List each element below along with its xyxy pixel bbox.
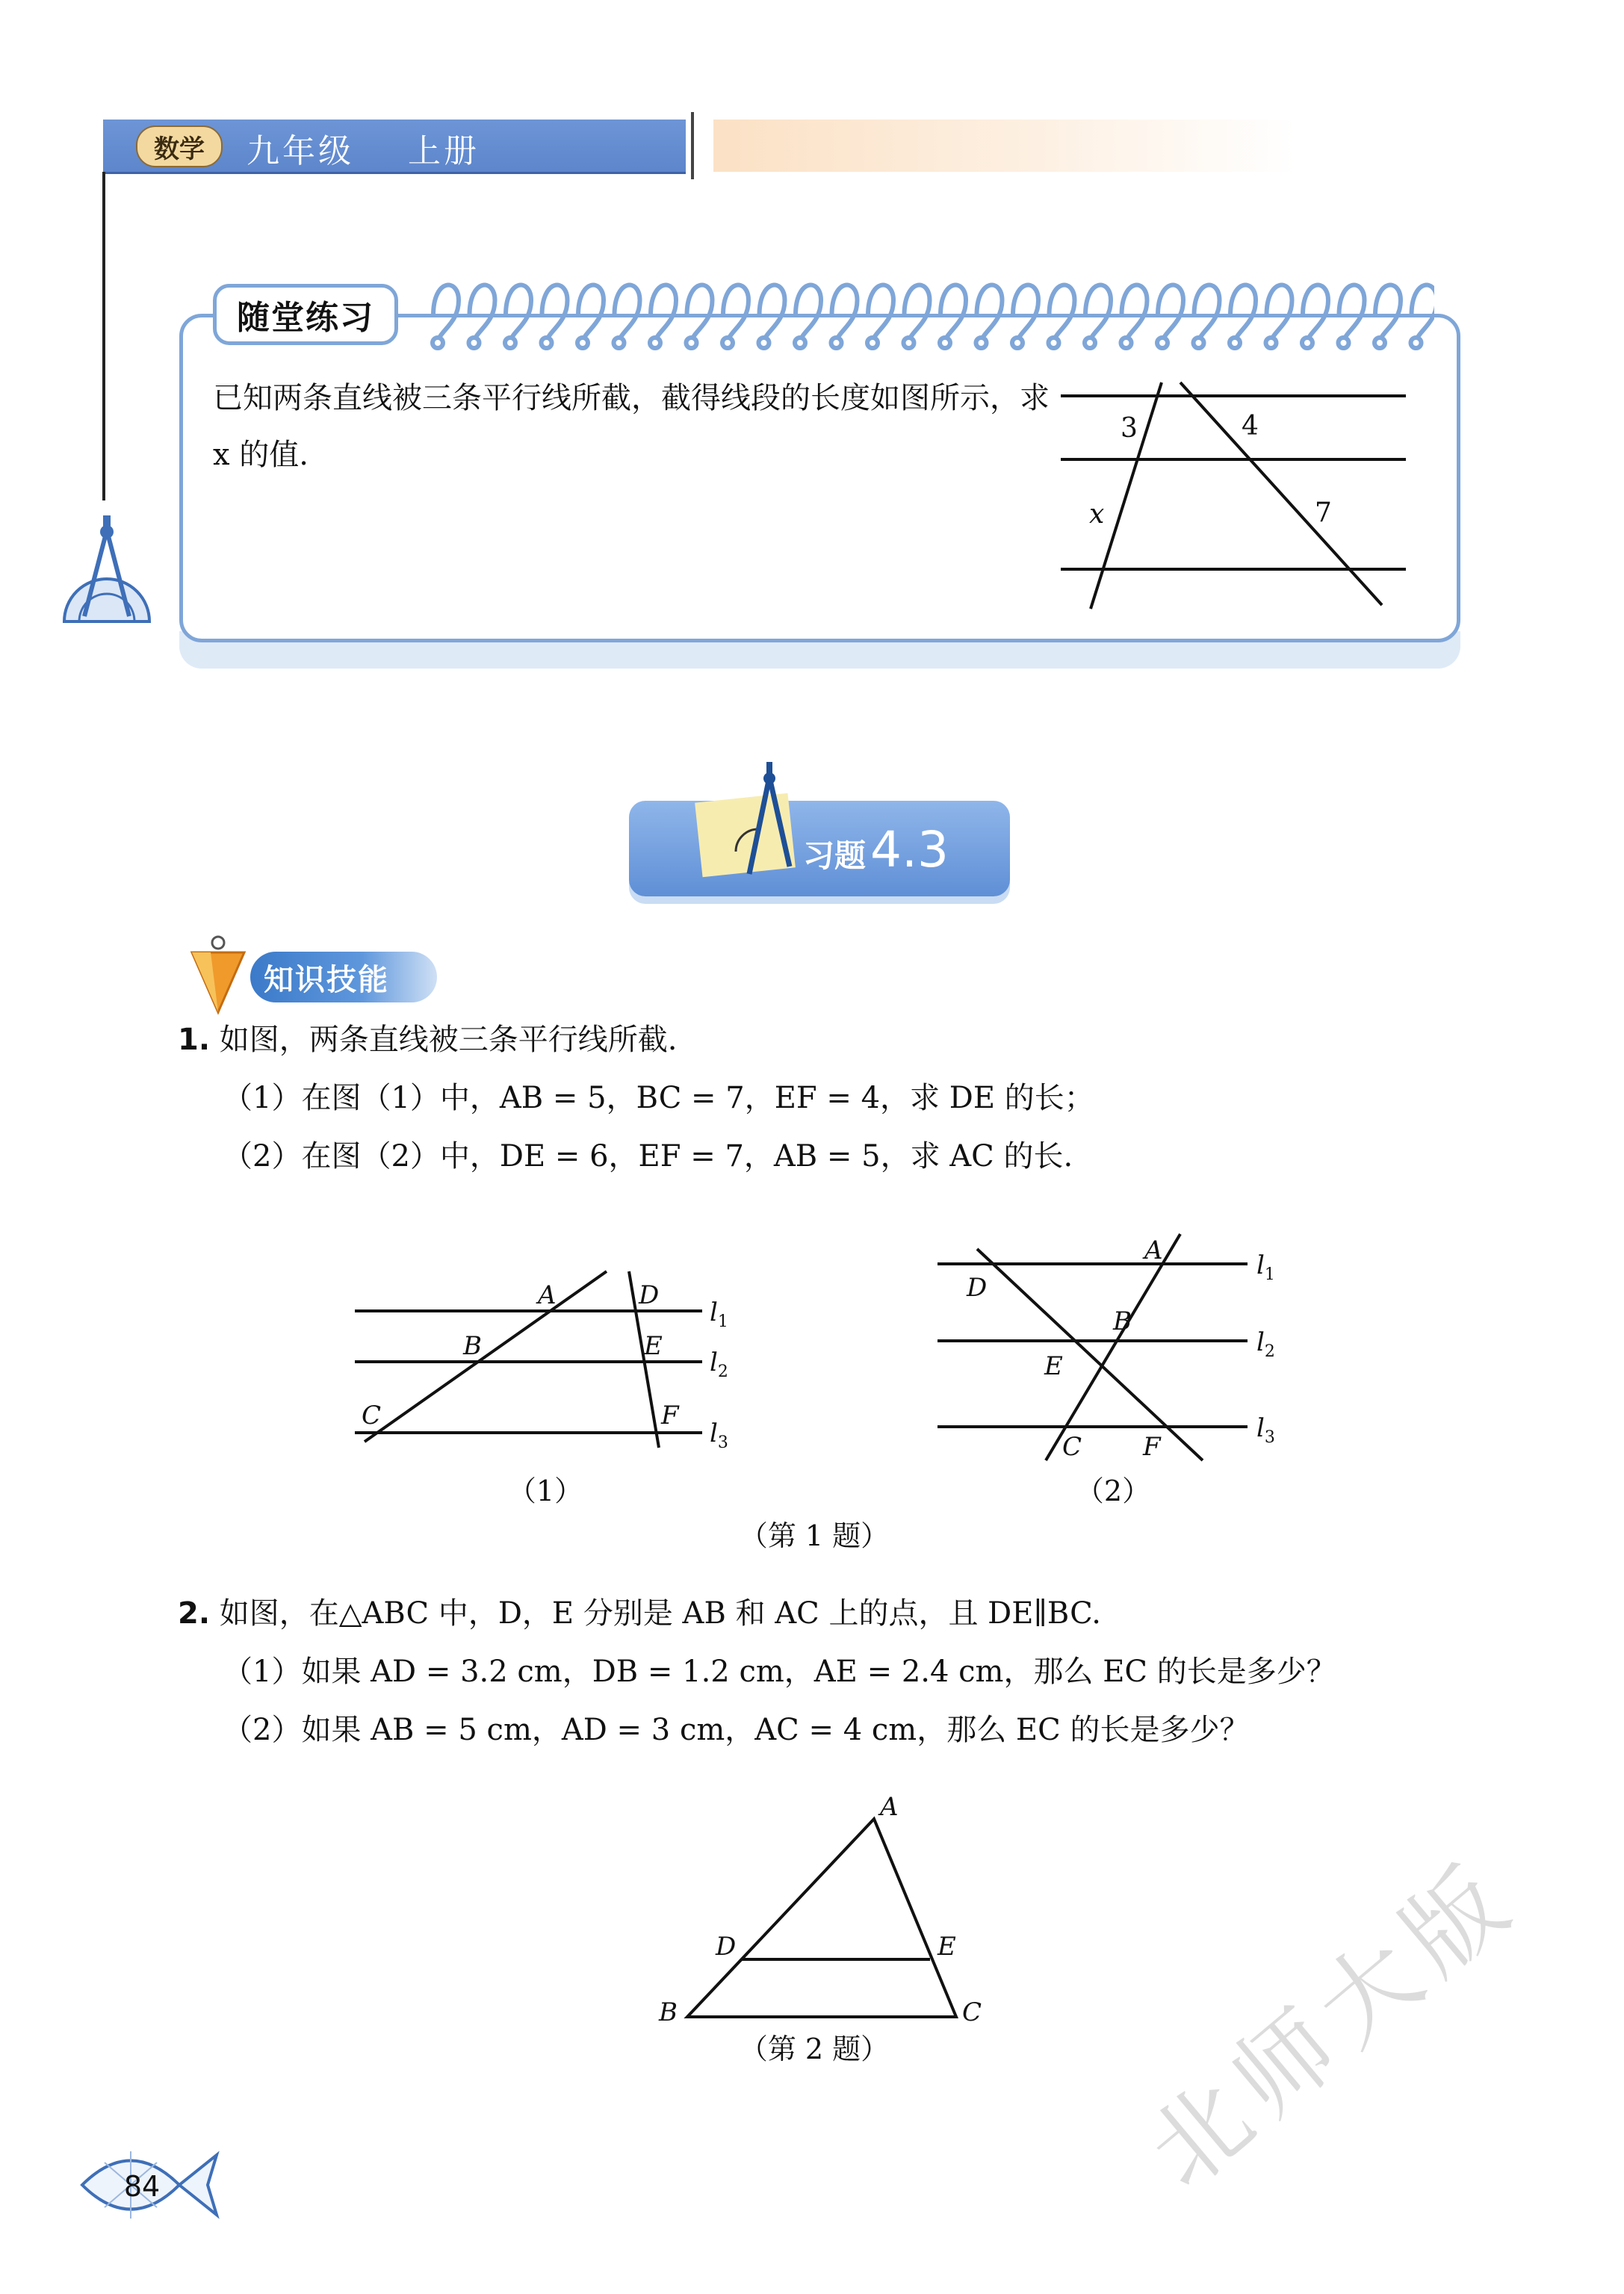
ring: [1339, 285, 1365, 341]
q2-part2: （2）如果 AB = 5 cm，AD = 3 cm，AC = 4 cm，那么 EC 的长是多少？: [223, 1713, 1250, 1747]
exercise-label: 习题: [803, 837, 867, 874]
q2-stem-line: [178, 1591, 1101, 1636]
ring: [506, 285, 531, 341]
ring: [542, 285, 568, 341]
ring: [832, 285, 858, 341]
point-label-D: D: [716, 1932, 737, 1962]
ring-hole: [1266, 338, 1277, 348]
ring-hole: [1194, 338, 1204, 348]
segment-label-x: x: [1089, 499, 1105, 530]
ring: [1122, 285, 1147, 341]
ring-hole: [867, 338, 878, 348]
line-label-l1: $l_1$: [1256, 1250, 1275, 1284]
ring: [940, 285, 966, 341]
ring-hole: [1157, 338, 1168, 348]
ring: [578, 285, 604, 341]
ring: [615, 285, 640, 341]
page-number: 84: [123, 2170, 161, 2203]
header-divider: [691, 112, 694, 179]
watermark: 北师大版: [1126, 1838, 1539, 2210]
ring: [905, 285, 930, 341]
ring-hole: [1230, 338, 1240, 348]
ring: [760, 285, 785, 341]
ring-hole: [542, 338, 552, 348]
ring-hole: [1049, 338, 1059, 348]
q2-number: 2.: [178, 1596, 211, 1631]
ring-hole: [1411, 338, 1422, 348]
ring: [1194, 285, 1220, 341]
q1-part2: （2）在图（2）中，DE = 6，EF = 7，AB = 5，求 AC 的长.: [223, 1139, 1073, 1174]
segment-label-3: 3: [1121, 413, 1138, 444]
practice-title: 随堂练习: [213, 284, 398, 345]
q1-stem-line: [178, 1017, 677, 1062]
ring-hole: [722, 338, 733, 348]
pennant-icon: [188, 934, 248, 1016]
exercise-code: 4.3: [870, 821, 949, 878]
ring-hole: [759, 338, 769, 348]
ring-hole: [433, 338, 443, 348]
transversal-DEF: [977, 1249, 1203, 1460]
ring-hole: [1339, 338, 1349, 348]
q1-figure-2: [934, 1225, 1292, 1472]
ring-hole: [1121, 338, 1132, 348]
ring: [687, 285, 713, 341]
point-label-C: C: [1062, 1432, 1082, 1462]
segment-label-4: 4: [1242, 411, 1259, 441]
ring: [651, 285, 676, 341]
ring-hole: [904, 338, 914, 348]
point-label-B: B: [659, 1997, 678, 2027]
ring-hole: [469, 338, 480, 348]
q2-part1: （1）如果 AD = 3.2 cm，DB = 1.2 cm，AE = 2.4 cm，那么 EC 的长是多少？: [223, 1655, 1336, 1689]
margin-line: [102, 172, 105, 500]
point-label-C: C: [962, 1997, 982, 2027]
transversal-2: [1180, 382, 1382, 605]
q1-fig2-caption: （2）: [1075, 1475, 1151, 1507]
line-label-l3: $l_3$: [1256, 1413, 1275, 1447]
header-gradient-band: [713, 120, 1296, 172]
point-label-D: D: [639, 1280, 660, 1310]
grade-volume-title: 九年级 上册: [247, 132, 480, 170]
point-label-F: F: [661, 1401, 679, 1430]
q2-figure: [650, 1789, 1008, 2028]
ring-hole: [577, 338, 588, 348]
notebook-rings: [418, 270, 1434, 353]
ring: [1085, 285, 1111, 341]
ring: [433, 285, 459, 341]
ring-hole: [1374, 338, 1385, 348]
ring-hole: [614, 338, 625, 348]
segment-label-7: 7: [1315, 497, 1332, 528]
ring: [796, 285, 821, 341]
ring: [1013, 285, 1038, 341]
point-label-A: A: [1144, 1236, 1163, 1265]
q1-figure-1: [351, 1255, 754, 1464]
line-label-l1: $l_1$: [710, 1298, 728, 1331]
point-label-A: A: [538, 1280, 557, 1310]
ring-hole: [1302, 338, 1312, 348]
section-label: 知识技能: [250, 952, 437, 1002]
ring: [470, 285, 495, 341]
point-label-B: B: [1113, 1306, 1132, 1336]
point-label-F: F: [1143, 1432, 1161, 1462]
ring: [1303, 285, 1328, 341]
line-label-l2: $l_2$: [710, 1348, 728, 1381]
ring: [868, 285, 893, 341]
ring-hole: [1085, 338, 1095, 348]
ring-hole: [505, 338, 515, 348]
point-label-C: C: [362, 1401, 382, 1430]
subject-badge: 数学: [136, 125, 223, 167]
ring: [1267, 285, 1292, 341]
ring-hole: [795, 338, 805, 348]
q1-stem: 如图，两条直线被三条平行线所截.: [219, 1023, 678, 1057]
ring-hole: [976, 338, 987, 348]
practice-figure: [1046, 373, 1419, 620]
ring-hole: [650, 338, 660, 348]
ring: [1230, 285, 1256, 341]
line-label-l2: $l_2$: [1256, 1327, 1275, 1361]
compass-icon: [721, 762, 803, 881]
ring: [977, 285, 1002, 341]
q2-stem: 如图，在△ABC 中，D，E 分别是 AB 和 AC 上的点，且 DE∥BC.: [219, 1596, 1101, 1631]
triangle-ABC: [687, 1819, 956, 2017]
ring: [1375, 285, 1401, 341]
transversal-ABC: [365, 1271, 607, 1442]
point-label-E: E: [644, 1331, 663, 1361]
ring-hole: [831, 338, 842, 348]
point-label-B: B: [463, 1331, 482, 1361]
q2-caption: （第 2 题）: [739, 2033, 890, 2065]
ring: [723, 285, 749, 341]
ring: [1158, 285, 1183, 341]
ring: [1412, 285, 1435, 341]
line-label-l3: $l_3$: [710, 1419, 728, 1452]
point-label-D: D: [967, 1273, 988, 1303]
ring-hole: [940, 338, 950, 348]
compass-protractor-icon: [58, 515, 155, 627]
q1-caption: （第 1 题）: [739, 1519, 890, 1552]
ring: [1050, 285, 1075, 341]
point-label-A: A: [880, 1792, 899, 1822]
point-label-E: E: [1044, 1351, 1063, 1381]
q1-number: 1.: [178, 1023, 211, 1057]
q1-part1: （1）在图（1）中，AB = 5，BC = 7，EF = 4，求 DE 的长；: [223, 1081, 1094, 1115]
point-label-E: E: [937, 1932, 956, 1962]
q1-fig1-caption: （1）: [507, 1475, 583, 1507]
ring-hole: [1012, 338, 1023, 348]
practice-problem-text: 已知两条直线被三条平行线所截，截得线段的长度如图所示，求 x 的值.: [213, 381, 1050, 472]
exercise-number: [803, 820, 949, 880]
ring-hole: [687, 338, 697, 348]
